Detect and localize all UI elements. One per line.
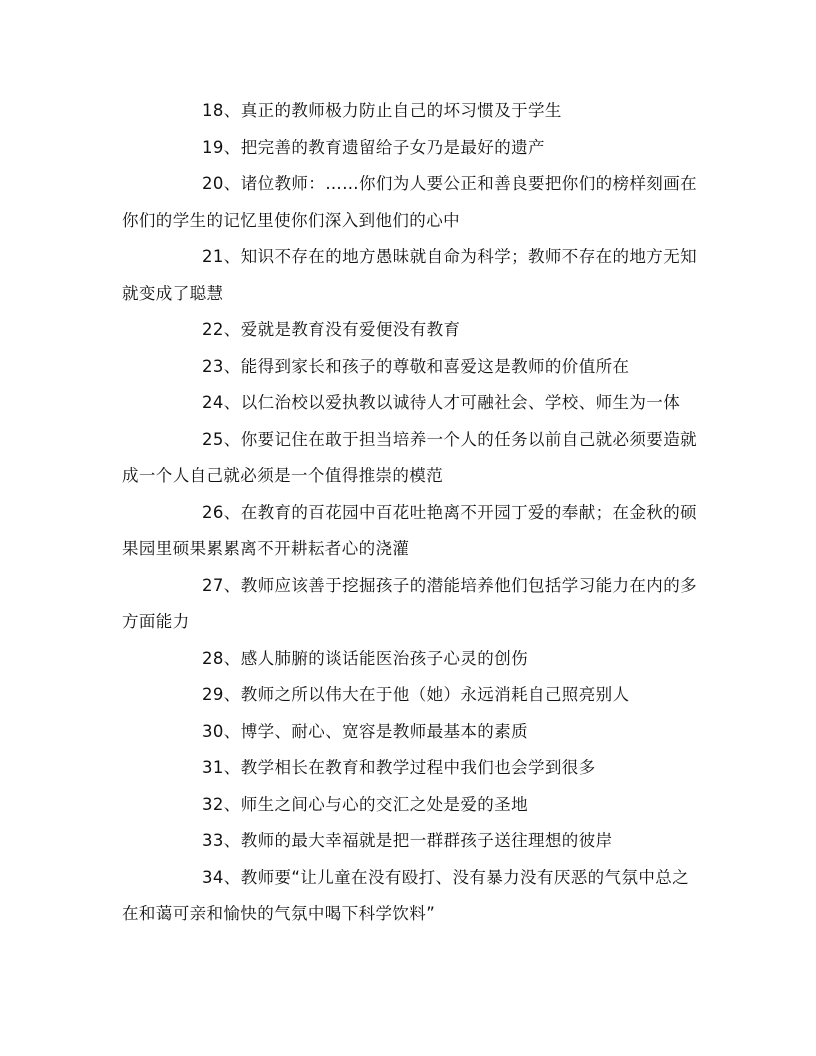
paragraph-28: 28、感人肺腑的谈话能医治孩子心灵的创伤 — [202, 648, 528, 668]
paragraph-27: 27、教师应该善于挖掘孩子的潜能培养他们包括学习能力在内的多方面能力 — [122, 575, 697, 631]
paragraph-21: 21、知识不存在的地方愚昧就自命为科学；教师不存在的地方无知就变成了聪慧 — [122, 247, 697, 303]
paragraph-30: 30、博学、耐心、宽容是教师最基本的素质 — [202, 721, 528, 741]
paragraph-25: 25、你要记住在敢于担当培养一个人的任务以前自己就必须要造就成一个人自己就必须是一个值得推崇的模范 — [122, 429, 697, 485]
paragraph-23: 23、能得到家长和孩子的尊敬和喜爱这是教师的价值所在 — [202, 356, 630, 376]
paragraph-18: 18、真正的教师极力防止自己的坏习惯及于学生 — [202, 101, 562, 120]
paragraph-22: 22、爱就是教育没有爱便没有教育 — [202, 320, 461, 339]
paragraph-32: 32、师生之间心与心的交汇之处是爱的圣地 — [202, 794, 528, 814]
paragraph-34: 34、教师要“让儿童在没有殴打、没有暴力没有厌恶的气氛中总之在和蔼可亲和愉快的气氛中喝下科学饮料” — [122, 867, 690, 923]
paragraph-33: 33、教师的最大幸福就是把一群群孩子送往理想的彼岸 — [202, 831, 613, 850]
document-body — [122, 93, 702, 933]
paragraph-19: 19、把完善的教育遗留给子女乃是最好的遗产 — [202, 137, 545, 157]
paragraph-31: 31、教学相长在教育和教学过程中我们也会学到很多 — [202, 758, 596, 777]
paragraph-26: 26、在教育的百花园中百花吐艳离不开园丁爱的奉献；在金秋的硕果园里硕果累累离不开耕耘者心的浇灌 — [122, 502, 697, 558]
paragraph-29: 29、教师之所以伟大在于他（她）永远消耗自己照亮别人 — [202, 685, 630, 704]
paragraph-20: 20、诸位教师：……你们为人要公正和善良要把你们的榜样刻画在你们的学生的记忆里使你们深入到他们的心中 — [122, 174, 697, 230]
paragraph-24: 24、以仁治校以爱执教以诚待人才可融社会、学校、师生为一体 — [202, 393, 681, 412]
